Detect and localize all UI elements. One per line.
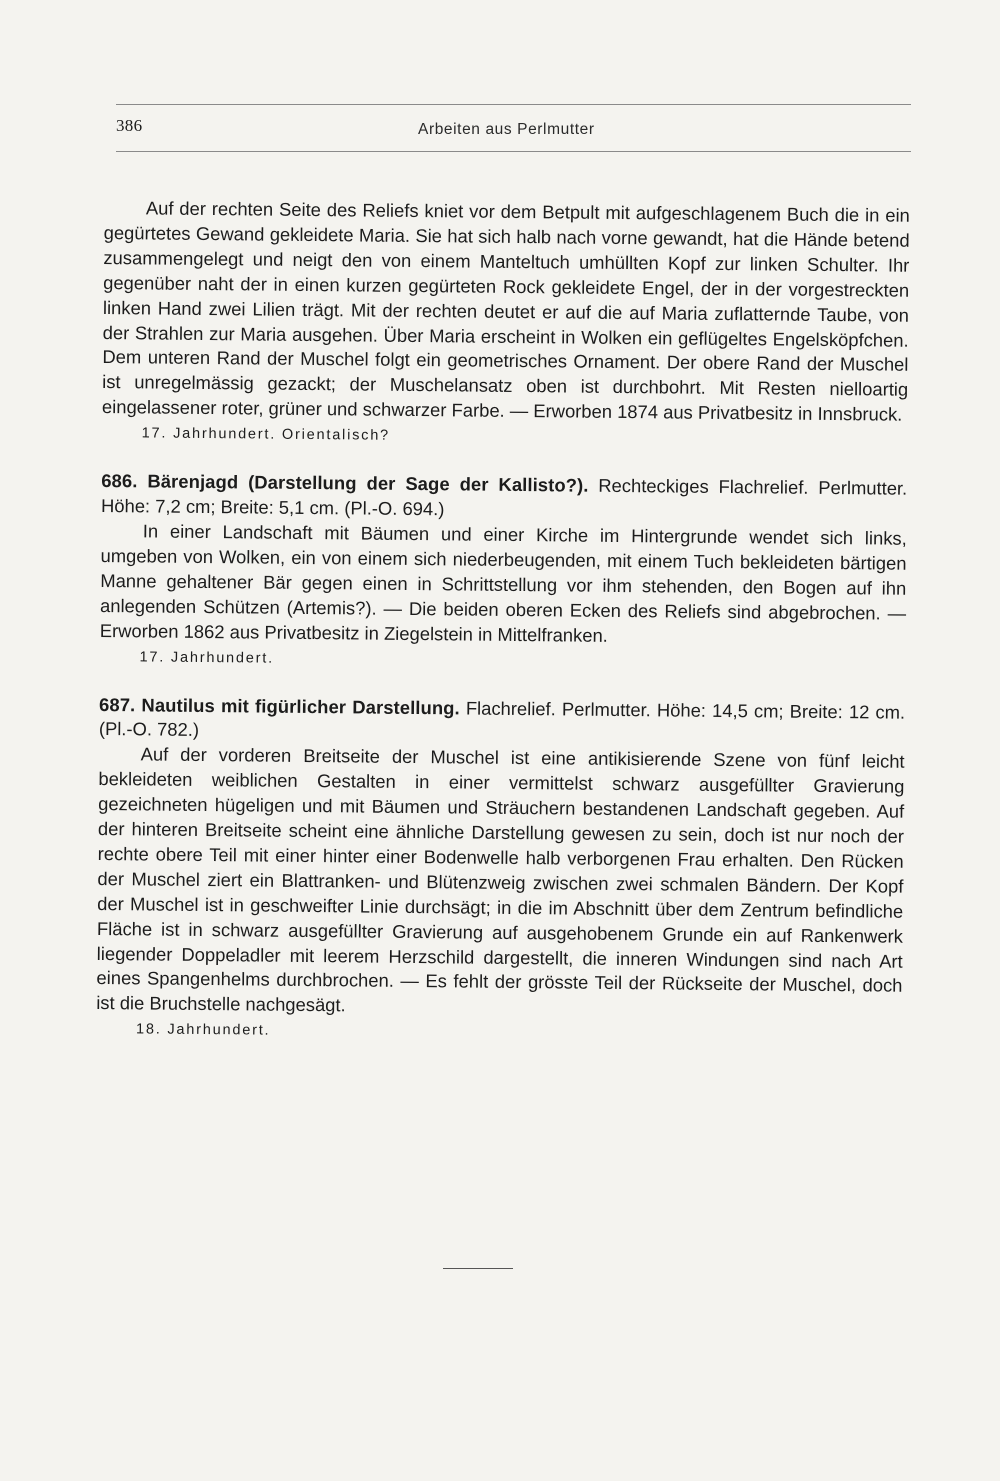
intro-paragraph: Auf der rechten Seite des Reliefs kniet vor dem Betpult mit aufgeschlagenem Buch die in ein gegürtetes Gewand gekleidete Maria. Sie hat sich halb nach vorne gewandt, hat die Hände betend zusammengelegt und neigt den von einem Manteltuch umhüllten Kopf zur linken Schulter. Ihr gegenüber naht der in einen kurzen gegürteten Rock gekleidete Engel, der in der vorgestreckten linken Hand zwei Lilien trägt. Mit der rechten deutet er auf die auf Maria zuflatternde Taube, von der Strahlen zur Maria ausgehen. Über Maria erscheint in Wolken ein geflügeltes Engelsköpfchen. Dem unteren Rand der Muschel folgt ein geometrisches Ornament. Der obere Rand der Muschel ist unregelmässig gezackt; der Muschelansatz oben ist durchbohrt. Mit Resten nielloartig eingelassener roter, grüner und schwarzer Farbe. — Erworben 1874 aus Privatbesitz in Innsbruck. (101, 197, 910, 425)
entry-687-description: Auf der vorderen Breitseite der Muschel ist eine antikisierende Szene von fünf leicht bekleideten weiblichen Gestalten in einer vermittelst schwarz ausgefüllter Gravierung gezeichneten hügeligen und mit Bäumen und Sträuchern bestandenen Landschaft gegeben. Auf der hinteren Breitseite scheint eine ähnliche Darstellung gewesen zu sein, doch ist nur noch der rechte obere Teil mit einer hinter einer Bodenwelle halb verborgenen Frau erhalten. Den Rücken der Muschel ziert ein Blattranken- und Blütenzweig zwischen zwei schmalen Bändern. Der Kopf der Muschel ist in geschweifter Linie durchsägt; in die im Abschnitt über dem Zentrum befindliche Fläche ist in schwarz ausgefüllter Gravierung auf ausgehobenem Grunde ein auf Rankenwerk liegender Doppeladler mit leerem Herzschild dargestellt, die inneren Windungen sind nach Art eines Spangenhelms durchbrochen. — Es fehlt der grösste Teil der Rückseite der Muschel, doch ist die Bruchstelle nachgesägt. (96, 743, 905, 1016)
entry-687-heading: 687. Nautilus mit figürlicher Darstellung. (99, 693, 460, 718)
entry-686-heading: 686. Bärenjagd (Darstellung der Sage der Kallisto?). (101, 470, 589, 496)
entry-686-header (101, 469, 907, 527)
page-number: 386 (116, 116, 143, 135)
running-title: Arbeiten aus Perlmutter (418, 121, 595, 138)
header-top-rule (116, 104, 911, 105)
header-bottom-rule (116, 151, 911, 152)
entry-686-specs: Rechteckiges Flachrelief. Perlmutter. Höhe: 7,2 cm; Breite: 5,1 cm. (Pl.-O. 694.) (100, 474, 908, 520)
intro-dating: 17. Jahrhundert. Orientalisch? (141, 425, 391, 444)
entry-687-dating: 18. Jahrhundert. (135, 1021, 271, 1039)
entry-686 (99, 469, 907, 675)
entry-687 (96, 692, 905, 1048)
entry-686-description: In einer Landschaft mit Bäumen und einer Kirche im Hintergrunde wendet sich links, umgeben von Wolken, ein von einem sich niederbeugenden, mit einem Tuch bekleideten bärtigen Manne gehaltener Bär gegen einen in Schrittstellung vor ihm stehenden, den Bogen auf ihn anlegenden Schützen (Artemis?). — Die beiden oberen Ecken des Reliefs sind abgebrochen. — Erworben 1862 aus Privatbesitz in Ziegelstein in Mittelfranken. (99, 520, 907, 646)
end-divider-rule (443, 1268, 513, 1269)
entry-687-header (99, 692, 905, 750)
page-body (96, 196, 910, 1048)
entry-687-specs: Flachrelief. Perlmutter. Höhe: 14,5 cm; Breite: 12 cm. (Pl.-O. 782.) (98, 696, 906, 741)
entry-686-dating: 17. Jahrhundert. (139, 648, 275, 667)
